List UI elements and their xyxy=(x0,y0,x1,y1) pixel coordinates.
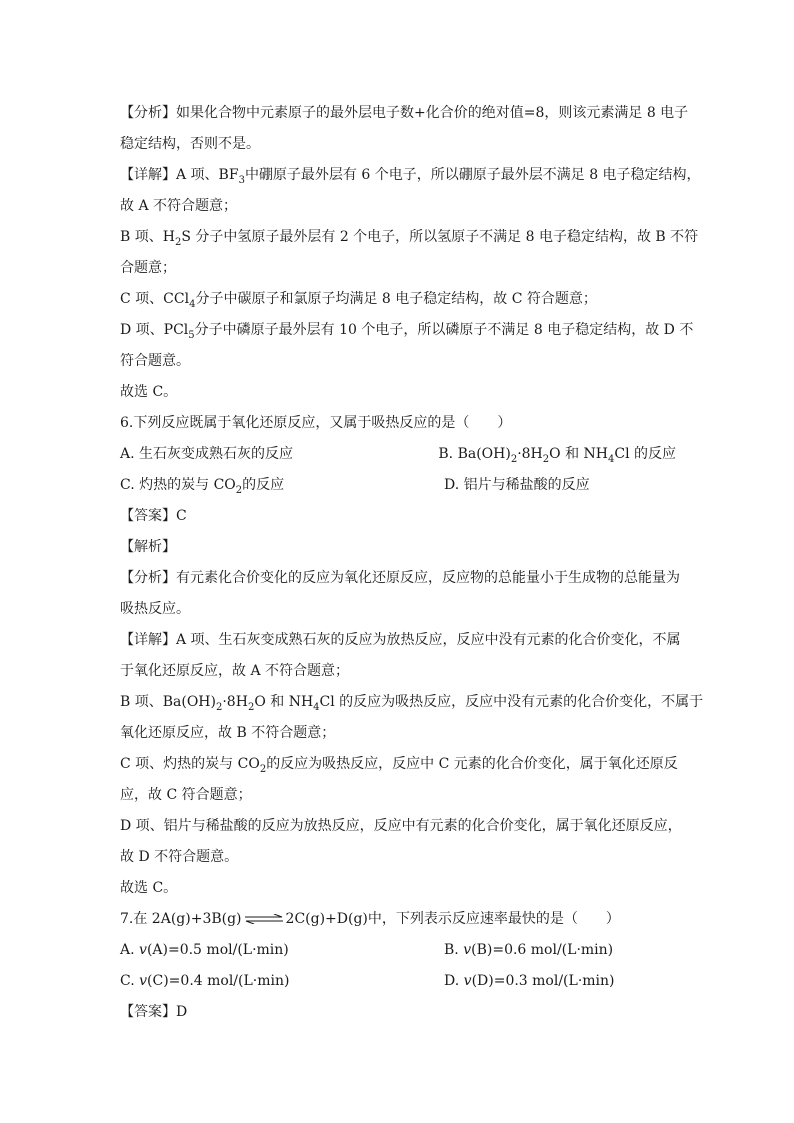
reversible-arrow-icon xyxy=(244,914,284,924)
q6-option-d: D. 铝片与稀盐酸的反应 xyxy=(444,477,590,493)
q7-option-c: C. v(C)=0.4 mol/(L·min) xyxy=(120,973,290,989)
analysis-line-1: 【分析】如果化合物中元素原子的最外层电子数+化合价的绝对值=8，则该元素满足 8 电子 xyxy=(120,105,689,121)
q6-explain-heading: 【解析】 xyxy=(120,539,176,555)
detail-c-line: C 项、CCl$_4$分子中碳原子和氯原子均满足 8 电子稳定结构，故 C 符合题意； xyxy=(120,291,597,310)
q6-options-row-2 xyxy=(120,470,676,501)
q6-detail-d-line-1: D 项、铝片与稀盐酸的反应为放热反应，反应中有元素的化合价变化，属于氧化还原反应， xyxy=(120,818,682,834)
q6-answer: 【答案】C xyxy=(120,508,187,524)
q6-analysis-line-2: 吸热反应。 xyxy=(120,601,190,617)
q7-options-row-2 xyxy=(120,966,676,997)
analysis-line-2: 稳定结构，否则不是。 xyxy=(120,136,260,152)
content xyxy=(120,98,704,1028)
detail-a-line-1: 【详解】A 项、$BF_3$中硼原子最外层有 6 个电子，所以硼原子最外层不满足 8 电子稳定结构， xyxy=(120,167,701,186)
q6-detail-c-line-1: C 项、灼热的炭与 $CO_2$的反应为吸热反应，反应中 C 元素的化合价变化，属于氧化还原反 xyxy=(120,756,678,775)
q6-detail-a-line-1: 【详解】A 项、生石灰变成熟石灰的反应为放热反应，反应中没有元素的化合价变化，不属 xyxy=(120,632,681,648)
q6-options-row-1 xyxy=(120,439,676,470)
detail-d-line-1: D 项、PCl$_5$分子中磷原子最外层有 10 个电子，所以磷原子不满足 8 电子稳定结构，故 D 不 xyxy=(120,322,694,341)
detail-a-line-2: 故 A 不符合题意； xyxy=(120,198,238,214)
q6-detail-c-line-2: 应，故 C 符合题意； xyxy=(120,787,252,803)
q6-option-c: C. 灼热的炭与 $CO_2$的反应 xyxy=(120,477,285,496)
q7-stem: 7.在 2A(g)+3B(g) 2C(g)+D(g)中，下列表示反应速率最快的是（ ） xyxy=(120,911,620,927)
detail-d-line-2: 符合题意。 xyxy=(120,353,190,369)
q7-option-b: B. v(B)=0.6 mol/(L·min) xyxy=(444,942,614,958)
q7-option-a: A. v(A)=0.5 mol/(L·min) xyxy=(120,942,289,958)
q6-detail-a-line-2: 于氧化还原反应，故 A 不符合题意； xyxy=(120,663,350,679)
q6-analysis-line-1: 【分析】有元素化合价变化的反应为氧化还原反应，反应物的总能量小于生成物的总能量为 xyxy=(120,570,680,586)
q7-option-d: D. v(D)=0.3 mol/(L·min) xyxy=(444,973,615,989)
q6-conclusion: 故选 C。 xyxy=(120,880,178,896)
conclusion: 故选 C。 xyxy=(120,384,178,400)
q7-options-row-1 xyxy=(120,935,676,966)
q7-answer: 【答案】D xyxy=(120,1004,188,1020)
q6-option-b: B. $Ba(OH)_2\cdot 8H_2O$ 和 $NH_4Cl$ 的反应 xyxy=(438,446,676,465)
q6-detail-d-line-2: 故 D 不符合题意。 xyxy=(120,849,239,865)
detail-b-line-1: B 项、$H_2S$ 分子中氢原子最外层有 2 个电子，所以氢原子不满足 8 电子稳定结构，故 B 不符 xyxy=(120,229,699,248)
detail-b-line-2: 合题意； xyxy=(120,260,176,276)
q6-stem: 6.下列反应既属于氧化还原反应，又属于吸热反应的是（ ） xyxy=(120,415,512,431)
q6-option-a: A. 生石灰变成熟石灰的反应 xyxy=(120,446,294,462)
q6-detail-b-line-2: 氧化还原反应，故 B 不符合题意； xyxy=(120,725,336,741)
q6-detail-b-line-1: B 项、$Ba(OH)_2\cdot 8H_2O$ 和 $NH_4Cl$ 的反应为吸热反应，反应中没有元素的化合价变化，不属于 xyxy=(120,694,704,713)
